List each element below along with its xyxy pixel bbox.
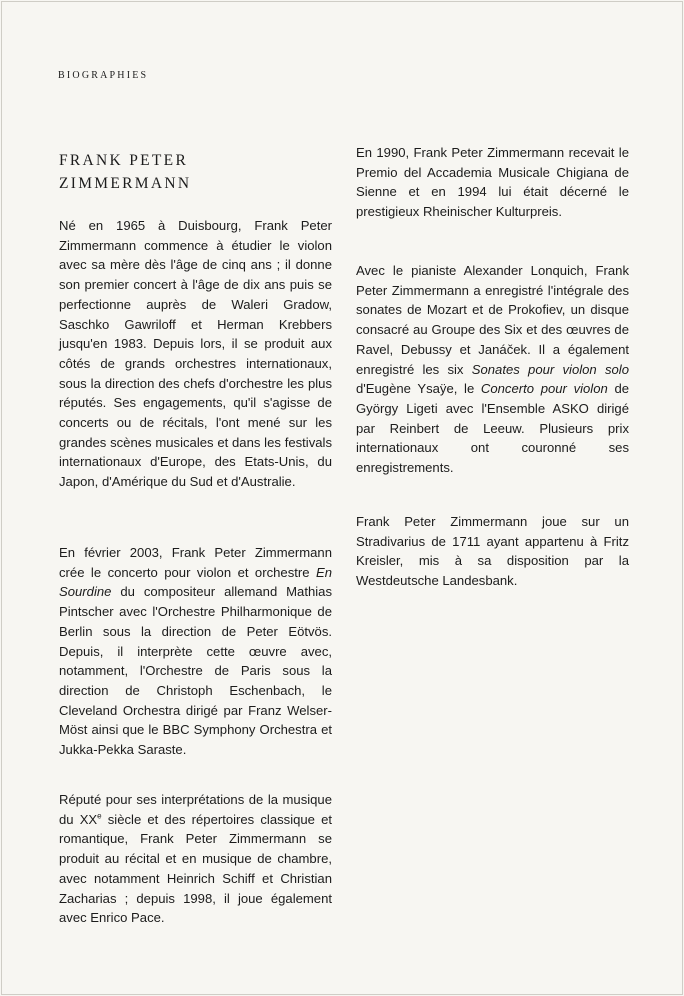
running-head: BIOGRAPHIES	[58, 70, 149, 81]
biography-title	[59, 149, 191, 195]
paragraph-awards: En 1990, Frank Peter Zimmermann recevait le Premio del Accademia Musicale Chigiana de Sienne et en 1994 lui était décerné le prestigieux Rheinischer Kulturpreis.	[356, 145, 629, 220]
paragraph-recordings	[356, 261, 629, 478]
title-line-2: ZIMMERMANN	[59, 175, 192, 192]
superscript: e	[97, 811, 102, 821]
paragraph-early-career: Né en 1965 à Duisbourg, Frank Peter Zimmermann commence à étudier le violon avec sa mère dès l'âge de cinq ans ; il donne son premier concert à l'âge de dix ans puis se perfectionne auprès de Waleri Gradow, Saschko Gawriloff et Herman Krebbers jusqu'en 1983. Depuis lors, il se produit aux côtés de grands orchestres internationaux, sous la direction des chefs d'orchestre les plus réputés. Ses engagements, qu'il s'agisse de concerts ou de récitals, l'ont mené sur les grandes scènes musicales et dans les festivals internationaux d'Europe, des Etats-Unis, du Japon, d'Amérique du Sud et d'Australie.	[59, 218, 332, 490]
text-run: Avec le pianiste Alexander Lonquich, Frank Peter Zimmermann a enregistré l'intégrale des sonates de Mozart et de Prokofiev, un disque consacré au Groupe des Six et des œuvres de Ravel, Debussy et Janáček. Il a également enregistré les six	[356, 263, 629, 377]
title-line-1: FRANK PETER	[59, 152, 189, 169]
text-run: d'Eugène Ysaÿe, le	[356, 381, 481, 397]
italic-work-title: En Sourdine	[59, 564, 332, 600]
paragraph-instrument: Frank Peter Zimmermann joue sur un Stradivarius de 1711 ayant appartenu à Fritz Kreisler, mis à sa disposition par la Westdeutsche Landesbank.	[356, 514, 629, 589]
text-run: du compositeur allemand Mathias Pintscher avec l'Orchestre Philharmonique de Berlin sous la direction de Peter Eötvös. Depuis, il interprète cette œuvre avec, notamment, l'Orchestre de Paris sous la direction de Christoph Eschenbach, le Cleveland Orchestra dirigé par Franz Welser-Möst ainsi que le BBC Symphony Orchestra et Jukka-Pekka Saraste.	[59, 584, 332, 758]
text-run: siècle et des répertoires classique et romantique, Frank Peter Zimmermann se produit au récital et en musique de chambre, avec notamment Heinrich Schiff et Christian Zacharias ; depuis 1998, il joue également avec Enrico Pace.	[59, 811, 332, 926]
paragraph-en-sourdine	[59, 543, 332, 760]
italic-work-title: Concerto pour violon	[480, 381, 608, 397]
paragraph-repertoire	[59, 790, 332, 928]
text-run: En février 2003, Frank Peter Zimmermann crée le concerto pour violon et orchestre	[59, 545, 332, 580]
text-run: Réputé pour ses interprétations de la musique du XX	[59, 792, 332, 827]
text-run: de György Ligeti avec l'Ensemble ASKO dirigé par Reinbert de Leeuw. Plusieurs prix internationaux ont couronné ses enregistrements.	[356, 381, 630, 476]
italic-work-title: Sonates pour violon solo	[471, 361, 629, 377]
